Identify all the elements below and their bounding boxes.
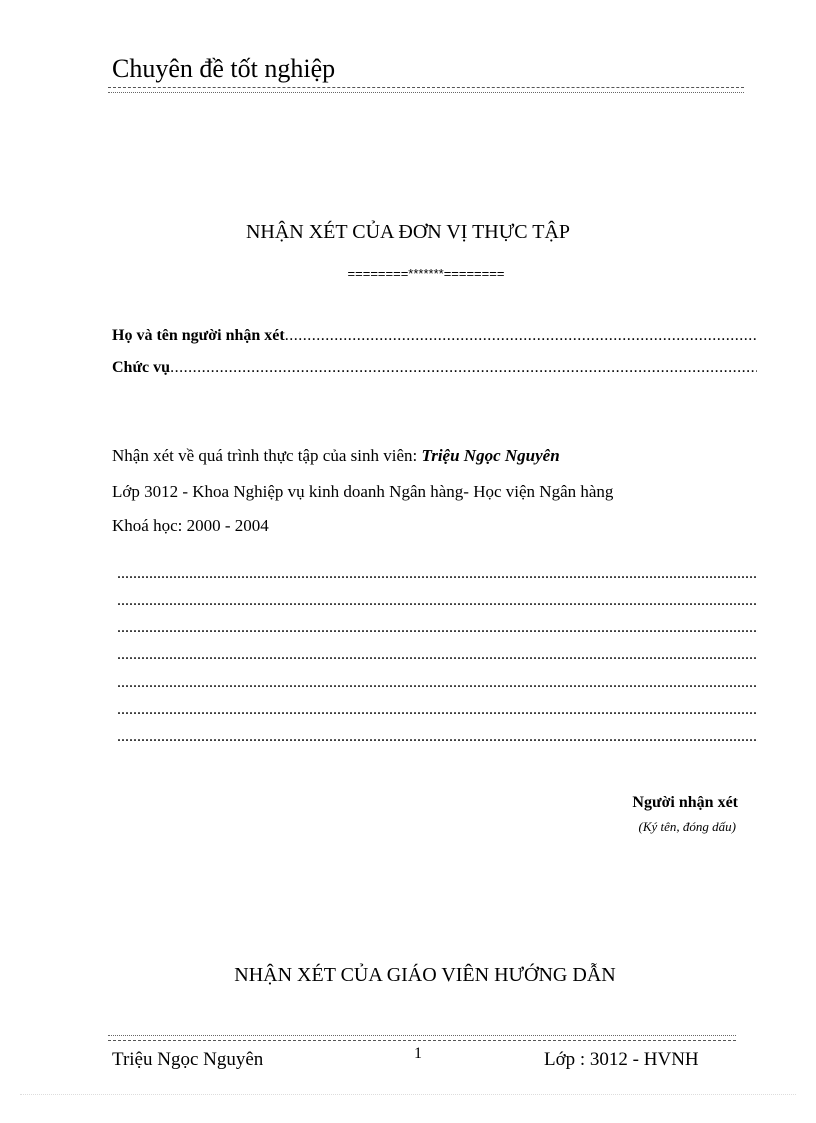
reviewer-name-blank <box>285 325 757 347</box>
supervisor-heading: NHẬN XÉT CỦA GIÁO VIÊN HƯỚNG DẪN <box>234 964 616 986</box>
reviewer-name-label: Họ và tên người nhận xét <box>112 327 285 344</box>
heading-separator: ========*******======== <box>347 266 505 281</box>
footer-author: Triệu Ngọc Nguyên <box>112 1049 264 1070</box>
reviewer-name-field <box>112 325 757 347</box>
page-number: 1 <box>414 1045 422 1062</box>
course-line: Khoá học: 2000 - 2004 <box>112 516 269 535</box>
comment-line <box>117 728 757 746</box>
comment-line <box>117 646 757 664</box>
position-label: Chức vụ <box>112 359 171 376</box>
comment-line <box>117 592 757 610</box>
intro-line <box>112 445 560 467</box>
header-title: Chuyên đề tốt nghiệp <box>112 54 336 83</box>
page-bottom-edge <box>20 1094 796 1095</box>
student-name: Triệu Ngọc Nguyên <box>421 446 560 465</box>
position-field <box>112 357 757 379</box>
comment-line <box>117 674 757 692</box>
signature-title: Người nhận xét <box>632 794 738 811</box>
footer-divider-secondary <box>108 1035 736 1036</box>
intro-text: Nhận xét về quá trình thực tập của sinh viên: <box>112 446 422 465</box>
page-heading: NHẬN XÉT CỦA ĐƠN VỊ THỰC TẬP <box>245 221 571 243</box>
comment-line <box>117 619 757 637</box>
class-line: Lớp 3012 - Khoa Nghiệp vụ kinh doanh Ngân hàng- Học viện Ngân hàng <box>112 482 614 501</box>
signature-note: (Ký tên, đóng dấu) <box>638 819 736 834</box>
footer-divider <box>108 1040 736 1041</box>
comment-line <box>117 701 757 719</box>
footer-class-code: Lớp : 3012 - HVNH <box>544 1049 699 1070</box>
header-divider-secondary <box>108 92 744 93</box>
header-divider <box>108 87 744 88</box>
position-blank <box>170 357 757 379</box>
comment-line <box>117 565 757 583</box>
